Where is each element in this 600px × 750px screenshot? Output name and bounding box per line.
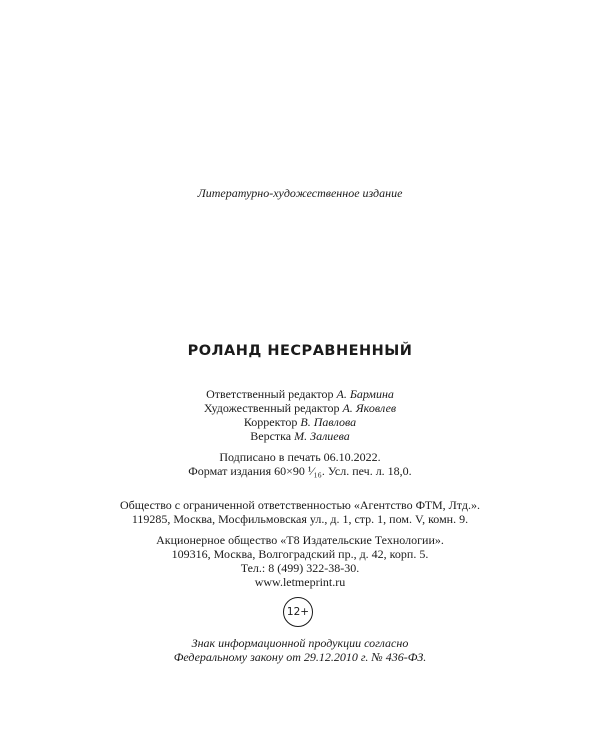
credit-name: М. Залиева (294, 429, 350, 443)
printer-phone: Тел.: 8 (499) 322-38-30. (240, 561, 360, 575)
credits-block (0, 387, 600, 443)
credit-role: Ответственный редактор (206, 387, 334, 401)
credit-name: А. Бармина (336, 387, 394, 401)
publication-format: Формат издания 60×90 ¹⁄₁₆. Усл. печ. л. 18,0. (188, 464, 412, 478)
credit-name: В. Павлова (300, 415, 357, 429)
printer-website: www.letmeprint.ru (254, 575, 346, 589)
age-note-line: Федеральному закону от 29.12.2010 г. № 436-ФЗ. (173, 650, 427, 664)
publisher-address: 119285, Москва, Мосфильмовская ул., д. 1, стр. 1, пом. V, комн. 9. (131, 512, 469, 526)
publisher-block (0, 498, 600, 526)
book-title: РОЛАНД НЕСРАВНЕННЫЙ (187, 343, 413, 359)
credit-name: А. Яковлев (342, 401, 397, 415)
edition-type: Литературно-художественное издание (197, 186, 403, 200)
credit-role: Корректор (243, 415, 298, 429)
age-note-line: Знак информационной продукции согласно (191, 636, 409, 650)
publisher-name: Общество с ограниченной ответственностью «Агентство ФТМ, Лтд.». (120, 498, 480, 512)
credit-line (0, 401, 600, 415)
printer-address: 109316, Москва, Волгоградский пр., д. 42, корп. 5. (171, 547, 429, 561)
credit-role: Художественный редактор (203, 401, 340, 415)
age-rating-note (0, 636, 600, 664)
age-rating-badge (283, 597, 313, 627)
credit-line (0, 387, 600, 401)
printer-name: Акционерное общество «Т8 Издательские Технологии». (156, 533, 444, 547)
signed-date: Подписано в печать 06.10.2022. (219, 450, 381, 464)
credit-line (0, 415, 600, 429)
credit-line (0, 429, 600, 443)
print-info-block (0, 450, 600, 478)
age-rating-label: 12+ (286, 606, 310, 618)
printer-block (0, 533, 600, 589)
credit-role: Верстка (250, 429, 292, 443)
